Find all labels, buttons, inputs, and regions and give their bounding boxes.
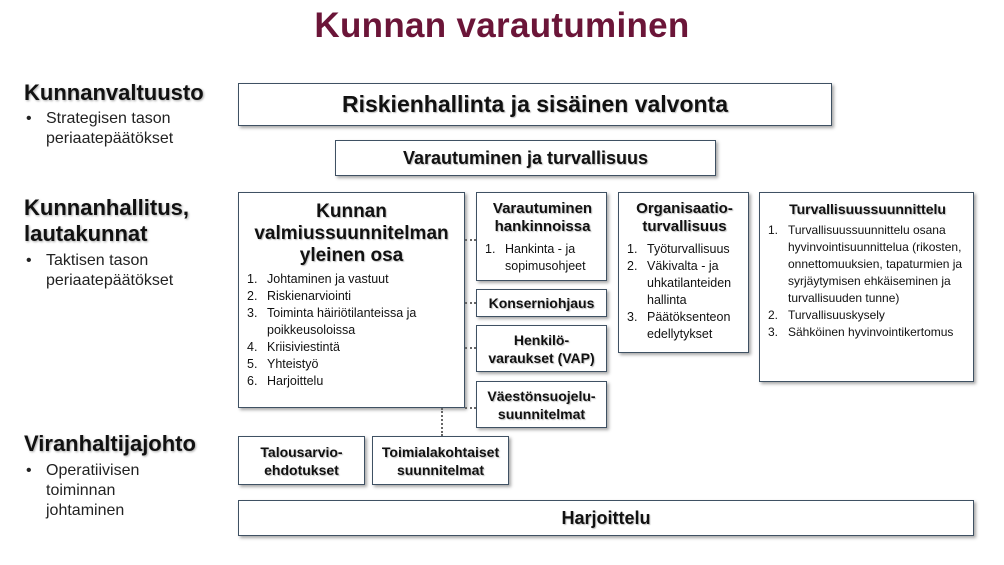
list-item-text: Harjoittelu [267,374,324,388]
list-item-text: Hankinta - ja sopimusohjeet [505,242,586,273]
bullet-line: • Operatiivisen [46,462,140,479]
box-hankinnat [476,192,607,281]
box-toimialakohtaiset [372,436,509,485]
box-title: Varautuminen ja turvallisuus [402,147,649,168]
list-item-text: Väkivalta - ja uhkatilanteiden hallinta [647,259,732,307]
box-riskienhallinta [238,83,832,126]
list-item-text: Sähköinen hyvinvointikertomus [788,325,954,339]
connector-line [441,408,443,436]
level-kunnanvaltuusto [24,80,229,149]
list-item: 6. Harjoittelu [247,374,324,388]
list-item: 1. Johtaminen ja vastuut [247,272,389,286]
turvallisuus-list [768,222,967,341]
connector-line [465,239,476,241]
level-bullet [24,109,229,149]
title-line: Talousarvio- [260,443,343,460]
box-valmiussuunnitelma [238,192,465,408]
box-talousarvioehdotukset [238,436,365,485]
box-title [382,443,499,479]
box-varautuminen-turvallisuus [335,140,716,176]
list-item: 1. Työturvallisuus [627,242,730,256]
list-item-text: Päätöksenteon edellytykset [647,310,731,341]
list-item-text: Johtaminen ja vastuut [267,272,389,286]
title-line: suunnitelmat [396,461,485,478]
list-item: 3. Sähköinen hyvinvointikertomus [768,325,954,339]
box-title [485,200,600,236]
box-organisaatioturvallisuus [618,192,749,353]
list-item: 3. Päätöksenteon edellytykset [627,310,731,341]
level-heading [24,80,229,106]
title-line: Organisaatio- [636,200,733,217]
title-line: Henkilö- [513,331,570,348]
level-kunnanhallitus [24,195,229,291]
list-item: 2. Väkivalta - ja uhkatilanteiden hallinta [627,259,732,307]
list-item-text: Työturvallisuus [647,242,730,256]
box-konserniohjaus [476,289,607,317]
title-line: ehdotukset [264,461,339,478]
list-item: 2. Turvallisuuskysely [768,308,885,322]
box-title [627,200,742,236]
title-line: turvallisuus [642,218,727,235]
box-harjoittelu [238,500,974,536]
title-line: varaukset (VAP) [488,349,595,366]
box-title [488,331,594,367]
page-title: Kunnan varautuminen [314,6,690,45]
valmius-list [247,271,456,390]
title-line: yleinen osa [299,245,404,266]
bullet-line: • Strategisen tason [46,110,171,127]
bullet-line: johtaminen [46,502,125,519]
level-heading-line: Kunnanhallitus, [24,195,189,220]
connector-line [465,407,476,409]
list-item: 2. Riskienarviointi [247,289,352,303]
list-item-text: Kriisiviestintä [267,340,340,354]
level-heading [24,431,229,457]
list-item-text: Riskienarviointi [267,289,352,303]
connector-line [465,347,476,349]
list-item: 4. Kriisiviestintä [247,340,340,354]
level-heading-line: Viranhaltijajohto [24,431,196,456]
list-item-text: Yhteistyö [267,357,319,371]
bullet-line: periaatepäätökset [46,130,174,147]
list-item: 1. Hankinta - ja sopimusohjeet [485,242,586,273]
title-line: Toimialakohtaiset [381,443,500,460]
list-item: 5. Yhteistyö [247,357,319,371]
list-item: 1. Turvallisuussuunnittelu osana hyvinvointisuunnittelua (rikosten, onnettomuuksien, tapaturmien ja syrjäytymisen ehkäiseminen ja turvallisuuden tunne) [768,223,963,305]
box-title [247,201,456,267]
list-item-text: Turvallisuussuunnittelu osana hyvinvointisuunnittelua (rikosten, onnettomuuksien, tapaturmien ja syrjäytymisen ehkäiseminen ja turvallisuuden tunne) [788,223,963,305]
hankinnat-list [485,241,600,275]
box-title: Riskienhallinta ja sisäinen valvonta [341,91,729,117]
level-heading [24,195,229,247]
list-item-text: Turvallisuuskysely [788,308,885,322]
level-bullet [24,461,229,521]
bullet-line: • Taktisen tason [46,252,149,269]
bullet-line: periaatepäätökset [46,272,174,289]
box-title: Turvallisuussuunnittelu [789,201,946,217]
list-item-text: Toiminta häiriötilanteissa ja poikkeusoloissa [267,306,417,337]
title-line: suunnitelmat [497,405,586,422]
level-heading-line: lautakunnat [24,221,148,246]
list-item: 3. Toiminta häiriötilanteissa ja poikkeusoloissa [247,306,417,337]
title-line: Varautuminen [492,200,593,217]
level-bullet [24,251,229,291]
title-line: Väestönsuojelu- [487,387,596,404]
box-title [487,387,595,423]
level-viranhaltijajohto [24,431,229,521]
box-title: Konserniohjaus [488,295,595,311]
title-line: Kunnan [316,201,387,222]
organisaatio-list [627,241,742,343]
level-heading-line: Kunnanvaltuusto [24,80,204,105]
connector-line [465,302,476,304]
box-henkilovaraukset [476,325,607,372]
box-title [260,443,342,479]
box-title: Harjoittelu [561,507,651,528]
title-line: hankinnoissa [494,218,591,235]
box-turvallisuussuunnittelu [759,192,974,382]
title-line: valmiussuunnitelman [254,223,449,244]
bullet-line: toiminnan [46,482,116,499]
box-vaestonsuojelu [476,381,607,428]
